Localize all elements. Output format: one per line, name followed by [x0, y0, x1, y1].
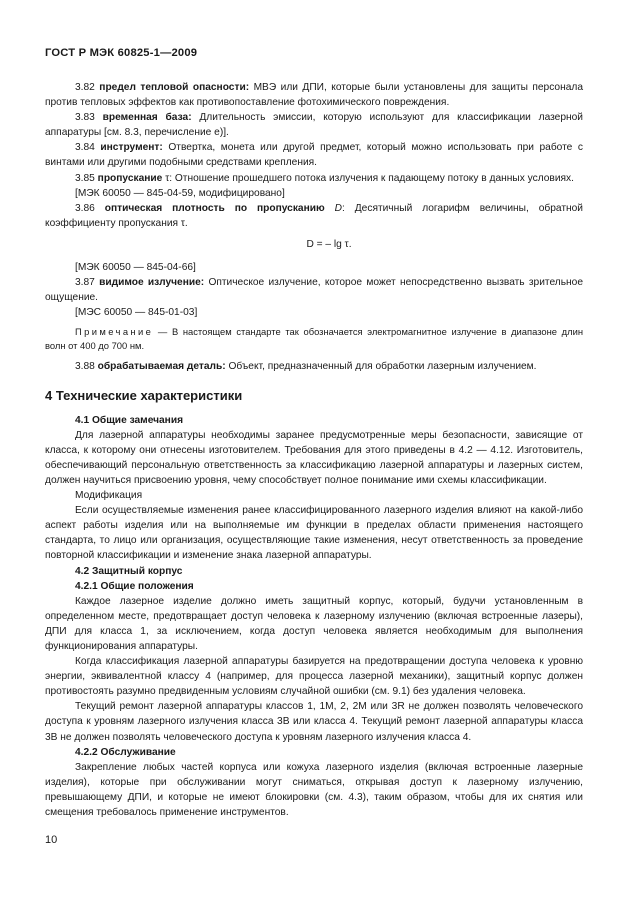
reference: [МЭК 60050 — 845-04-66]: [75, 262, 196, 274]
paragraph: Закрепление любых частей корпуса или кожуха лазерного изделия (включая встроенные лазерные изделия), которые при обслуживании могут сниматься, открывая доступ к лазерному излучению, превышающему ДПИ, и которые не имеют блокировки (см. 4.3), таким образом, чтобы для их снятия или смещения требовалось применение инструментов.: [45, 761, 583, 819]
formula: D = – lg τ.: [306, 238, 352, 250]
term: оптическая плотность по пропусканию: [104, 202, 325, 214]
term: пропускание: [97, 172, 163, 184]
term: видимое излучение:: [99, 277, 205, 289]
paragraph: Текущий ремонт лазерной аппаратуры классов 1, 1М, 2, 2М или 3R не должен позволять человеческого доступа к уровням лазерного излучения класса 3В или класса 4. Текущий ремонт лазерной аппаратуры класса 3В не должен позволять человеческого доступа к уровням лазерного излучения класса 4.: [45, 701, 583, 743]
definition-3-84: 3.84 инструмент: Отвертка, монета или другой предмет, который можно использовать при работе с винтами или другими подобными средствами крепления.: [45, 142, 583, 169]
reference: [МЭС 60050 — 845-01-03]: [75, 307, 198, 319]
paragraph: Каждое лазерное изделие должно иметь защитный корпус, который, будучи установленным в определенном месте, предотвращает доступ человека к лазерному излучению (включая встроенные лазеры), ДПИ для класса 1, за исключением, когда доступ человека является необходимым для выполнения функционирования аппаратуры.: [45, 595, 583, 652]
note: Примечание — В настоящем стандарте так обозначается электромагнитное излучение в диапазоне длин волн от 400 до 700 нм.: [45, 326, 583, 352]
definition-3-85: 3.85 пропускание τ: Отношение прошедшего потока излучения к падающему потоку в данных условиях.: [75, 172, 574, 184]
paragraph: Если осуществляемые изменения ранее классифицированного лазерного изделия влияют на какой-либо аспект работы изделия или на выполняемые им функции в пределах области применения настоящего стандарта, то лицо или организация, осуществляющие такие изменения, несут ответственность за проведение повторной классификации и изменение знака лазерной аппаратуры.: [45, 505, 583, 562]
term: предел тепловой опасности:: [99, 82, 250, 93]
page-content: [45, 80, 583, 820]
definition-3-83: 3.83 временная база: Длительность эмиссии, которую используют для классификации лазерной аппаратуры [см. 8.3, перечисление е)].: [45, 112, 583, 139]
subsection-heading-4-2-1: 4.2.1 Общие положения: [75, 580, 194, 592]
document-header: ГОСТ Р МЭК 60825-1—2009: [45, 47, 198, 59]
subsection-heading-4-2-2: 4.2.2 Обслуживание: [75, 746, 176, 758]
definition-3-86: 3.86 оптическая плотность по пропусканию D: Десятичный логарифм величины, обратной коэффициенту пропускания τ.: [45, 202, 583, 229]
section-heading-4: 4 Технические характеристики: [45, 387, 243, 403]
paragraph-label: Модификация: [75, 490, 143, 502]
term: инструмент:: [100, 142, 163, 154]
paragraph: Когда классификация лазерной аппаратуры базируется на предотвращении доступа человека к уровню энергии, эквивалентной классу 4 (например, для процесса лазерной механики), защитный корпус должен противостоять разумно предвиденным условиям случайной ошибки (см. 9.1) без удаления человека.: [45, 656, 583, 698]
definition-3-88: 3.88 обрабатываемая деталь: Объект, предназначенный для обработки лазерным излучением.: [75, 361, 537, 373]
paragraph: Для лазерной аппаратуры необходимы заранее предусмотренные меры безопасности, зависящие от класса, к которому они отнесены изготовителем. Требования для этого приведены в 4.2 — 4.12. Изготовитель, обеспечивающий персональную ответственность за классификацию лазерной аппаратуры и лазерных систем, должен научиться присвоению уровня, чему способствует полное понимание ими схемы классификации.: [45, 429, 583, 486]
definition-3-87: 3.87 видимое излучение: Оптическое излучение, которое может непосредственно вызвать зрительное ощущение.: [45, 277, 583, 304]
term: обрабатываемая деталь:: [97, 361, 226, 373]
subsection-heading-4-1: 4.1 Общие замечания: [75, 414, 184, 426]
page-number: 10: [45, 834, 58, 846]
term: временная база:: [102, 112, 192, 124]
subsection-heading-4-2: 4.2 Защитный корпус: [75, 565, 183, 577]
definition-3-82: 3.82 предел тепловой опасности: МВЭ или ДПИ, которые были установлены для защиты персонала против тепловых эффектов как противопоставление фотохимического повреждения.: [45, 82, 583, 109]
reference: [МЭК 60050 — 845-04-59, модифицировано]: [75, 187, 285, 199]
